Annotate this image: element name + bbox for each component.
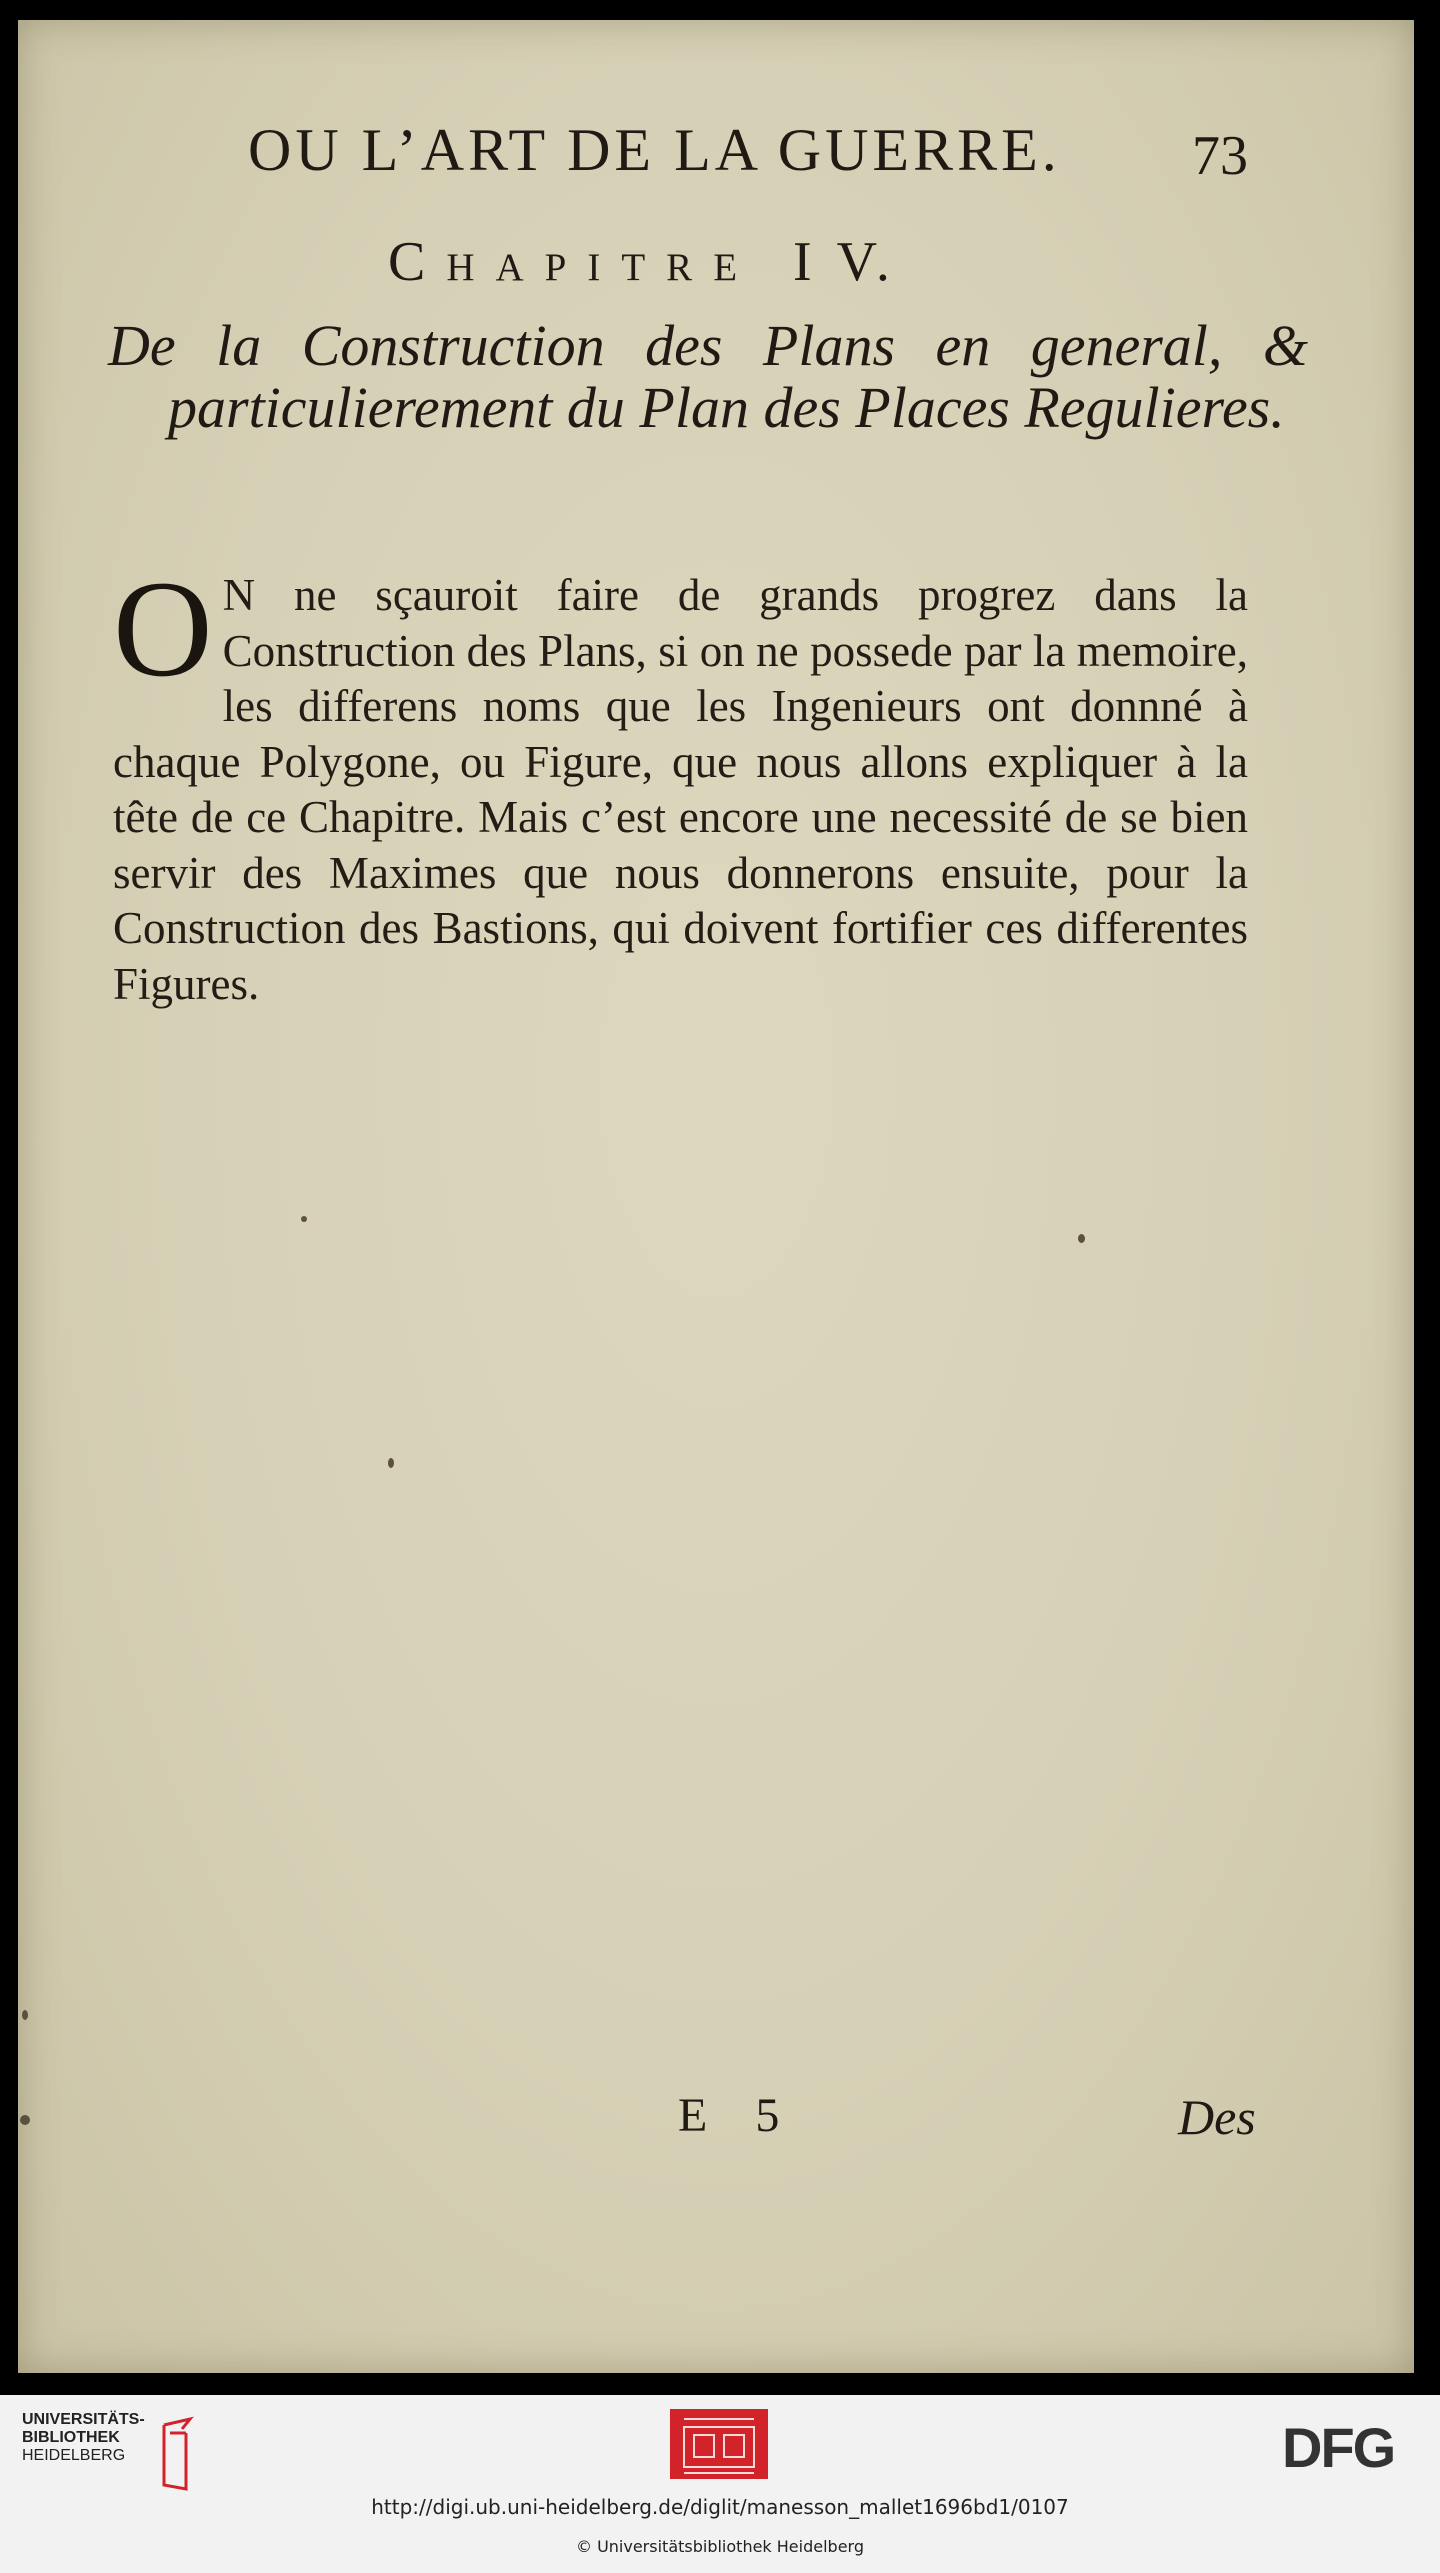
page-number: 73 [1192,125,1248,187]
catchword: Des [1178,2089,1256,2145]
chapter-heading [388,230,896,294]
running-title: OU L’ART DE LA GUERRE. [248,117,1061,183]
permalink-url[interactable]: http://digi.ub.uni-heidelberg.de/diglit/manesson_mallet1696bd1/0107 [371,2495,1069,2519]
project-badge-icon[interactable] [670,2409,768,2479]
library-name-line2: BIBLIOTHEK [22,2429,120,2446]
paper-speck [22,2010,28,2020]
chapter-label: Chapitre [388,231,759,293]
library-logo[interactable] [22,2411,222,2491]
paper-speck [388,1458,394,1468]
body-text: N ne sçauroit faire de grands progrez dans la Construction des Plans, si on ne possede par la memoire, les differens noms que les Ingenieurs ont donnné à chaque Polygone, ou Figure, que nous allons expliquer à la tête de ce Chapitre. Mais c’est encore une necessité de se bien servir des Maximes que nous donnerons ensuite, pour la Construction des Bastions, qui doivent fortifier ces differentes Figures. [113,570,1248,1009]
viewer-footer [0,2395,1440,2573]
project-badge-graphic [670,2409,768,2479]
paper-speck [301,1216,307,1222]
copyright-notice: © Universitätsbibliothek Heidelberg [575,2537,864,2556]
library-mark-icon [142,2415,202,2495]
chapter-numeral: I V. [793,231,896,293]
signature-mark: E 5 [678,2089,798,2142]
drop-cap: O [113,552,213,705]
book-page [18,20,1414,2373]
body-paragraph [113,552,1248,1012]
library-name-line1: UNIVERSITÄTS- [22,2411,145,2428]
running-head [248,116,1258,206]
paper-speck [1078,1234,1085,1243]
dfg-logo[interactable]: DFG [1282,2416,1395,2479]
paper-speck [20,2115,30,2125]
library-name-line3: HEIDELBERG [22,2447,126,2464]
chapter-title: De la Construction des Plans en general, & particulierement du Plan des Places Regulieres. [108,313,1308,440]
